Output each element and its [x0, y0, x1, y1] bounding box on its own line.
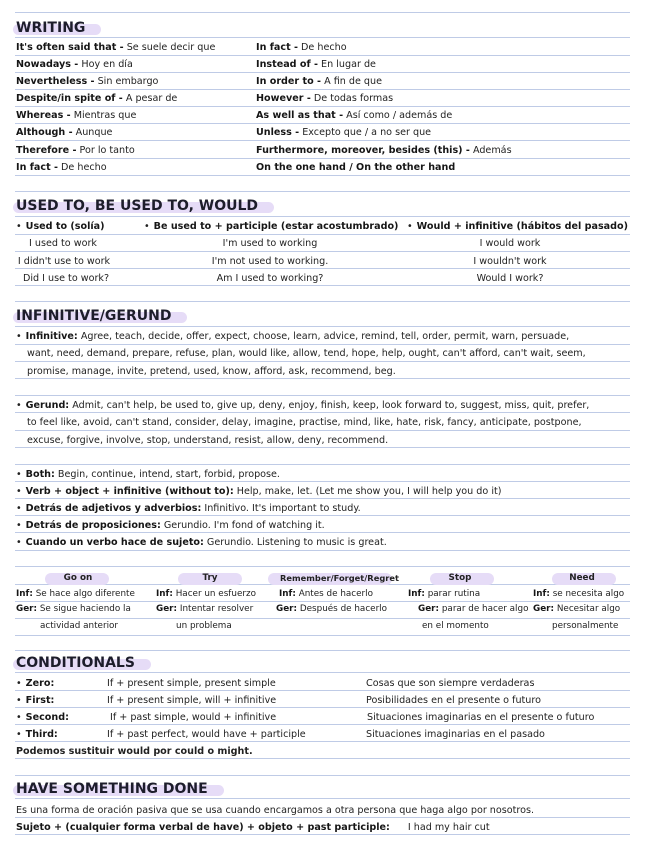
list-item: Furthermore, moreover, besides (this) - Además	[256, 145, 512, 156]
table-cell: I used to work	[29, 238, 97, 249]
list-item-meaning: Situaciones imaginarias en el pasado	[366, 729, 545, 740]
section-title-writing: WRITING	[16, 20, 85, 36]
section-title-have-something-done: HAVE SOMETHING DONE	[16, 781, 208, 797]
conditionals-note: Podemos sustituir would por could o might.	[16, 746, 253, 757]
list-item: On the one hand / On the other hand	[256, 162, 456, 173]
table-cell: Would I work?	[476, 273, 544, 284]
table-cell: Ger: Necesitar algo	[533, 604, 621, 614]
list-item-meaning: Cosas que son siempre verdaderas	[366, 678, 535, 689]
list-item-structure: If + past perfect, would have + participle	[107, 729, 306, 740]
list-item-continued: to feel like, avoid, can't stand, consider, delay, imagine, practise, mind, like, hate, risk, fancy, anticipate, postpone,	[27, 417, 582, 428]
table-cell: I didn't use to work	[17, 256, 111, 267]
list-item-structure: If + past simple, would + infinitive	[110, 712, 277, 723]
list-item: In fact - De hecho	[16, 162, 107, 173]
list-item: • Both: Begin, continue, intend, start, forbid, propose.	[16, 469, 280, 480]
list-item: • Infinitive: Agree, teach, decide, offer, expect, choose, learn, advice, remind, tell, order, permit, warn, persuade,	[16, 331, 570, 342]
table-cell: I wouldn't work	[473, 256, 547, 267]
list-item: In fact - De hecho	[256, 42, 347, 53]
list-item: It's often said that - Se suele decir que	[16, 42, 216, 53]
list-item: • Third:	[16, 729, 58, 740]
table-header: Stop	[448, 573, 472, 583]
table-cell: I would work	[479, 238, 541, 249]
table-header: • Used to (solía)	[16, 221, 105, 232]
list-item: Therefore - Por lo tanto	[16, 145, 135, 156]
list-item: Unless - Excepto que / a no ser que	[256, 127, 432, 138]
list-item: As well as that - Así como / además de	[256, 110, 453, 121]
table-cell: Inf: Se hace algo diferente	[16, 589, 135, 599]
table-cell: Inf: parar rutina	[408, 589, 481, 599]
list-item: • Zero:	[16, 678, 55, 689]
table-cell: personalmente	[552, 621, 619, 631]
table-cell: Did I use to work?	[22, 273, 110, 284]
list-item: • First:	[16, 695, 55, 706]
table-cell: Am I used to working?	[216, 273, 324, 284]
list-item-structure: If + present simple, present simple	[107, 678, 276, 689]
list-item: • Second:	[16, 712, 69, 723]
list-item-meaning: Situaciones imaginarias en el presente o futuro	[367, 712, 595, 723]
list-item-continued: excuse, forgive, involve, stop, understand, resist, allow, deny, recommend.	[27, 435, 389, 446]
table-header: • Would + infinitive (hábitos del pasado)	[407, 221, 628, 232]
list-item: However - De todas formas	[256, 93, 394, 104]
list-item: Although - Aunque	[16, 127, 113, 138]
table-cell: Inf: Hacer un esfuerzo	[156, 589, 256, 599]
list-item-continued: promise, manage, invite, pretend, used, know, afford, ask, recommend, beg.	[27, 366, 396, 377]
table-header: • Be used to + participle (estar acostumbrado)	[144, 221, 399, 232]
table-cell: Inf: Antes de hacerlo	[279, 589, 373, 599]
list-item: Nevertheless - Sin embargo	[16, 76, 159, 87]
have-done-description: Es una forma de oración pasiva que se usa cuando encargamos a otra persona que haga algo por nosotros.	[16, 805, 535, 816]
table-cell: Ger: parar de hacer algo	[418, 604, 529, 614]
table-cell: Ger: Después de hacerlo	[276, 604, 388, 614]
table-cell: Inf: se necesita algo	[533, 589, 625, 599]
table-cell: Ger: Se sigue haciendo la	[16, 604, 131, 614]
section-title-conditionals: CONDITIONALS	[16, 655, 135, 671]
table-cell: I'm not used to working.	[211, 256, 329, 267]
list-item: Whereas - Mientras que	[16, 110, 137, 121]
list-item: • Cuando un verbo hace de sujeto: Gerundio. Listening to music is great.	[16, 537, 387, 548]
table-header: Go on	[63, 573, 93, 583]
table-header: Need	[569, 573, 595, 583]
table-cell: un problema	[176, 621, 232, 631]
table-header: Remember/Forget/Regret	[280, 573, 399, 583]
list-item: Despite/in spite of - A pesar de	[16, 93, 178, 104]
list-item: • Detrás de adjetivos y adverbios: Infinitivo. It's important to study.	[16, 503, 361, 514]
section-title-infinitive-gerund: INFINITIVE/GERUND	[16, 308, 171, 324]
table-cell: en el momento	[422, 621, 489, 631]
list-item-meaning: Posibilidades en el presente o futuro	[366, 695, 541, 706]
table-header: Try	[202, 573, 218, 583]
list-item: Nowadays - Hoy en día	[16, 59, 133, 70]
list-item: • Gerund: Admit, can't help, be used to, give up, deny, enjoy, finish, keep, look forward to, suggest, miss, quit, prefer,	[16, 400, 590, 411]
list-item: • Detrás de proposiciones: Gerundio. I'm fond of watching it.	[16, 520, 325, 531]
section-title-used-to: USED TO, BE USED TO, WOULD	[16, 198, 258, 214]
table-cell: I'm used to working	[222, 238, 318, 249]
table-cell: Ger: Intentar resolver	[156, 604, 254, 614]
list-item-structure: If + present simple, will + infinitive	[107, 695, 277, 706]
list-item: • Verb + object + infinitive (without to): Help, make, let. (Let me show you, I will help you do it)	[16, 486, 502, 497]
table-cell: actividad anterior	[40, 621, 119, 631]
list-item: In order to - A fin de que	[256, 76, 382, 87]
list-item-continued: want, need, demand, prepare, refuse, plan, would like, allow, tend, hope, help, ought, can't afford, can't wait, seem,	[27, 348, 586, 359]
list-item: Instead of - En lugar de	[256, 59, 376, 70]
have-done-formula: Sujeto + (cualquier forma verbal de have) + objeto + past participle: I had my hair cut	[16, 822, 490, 833]
